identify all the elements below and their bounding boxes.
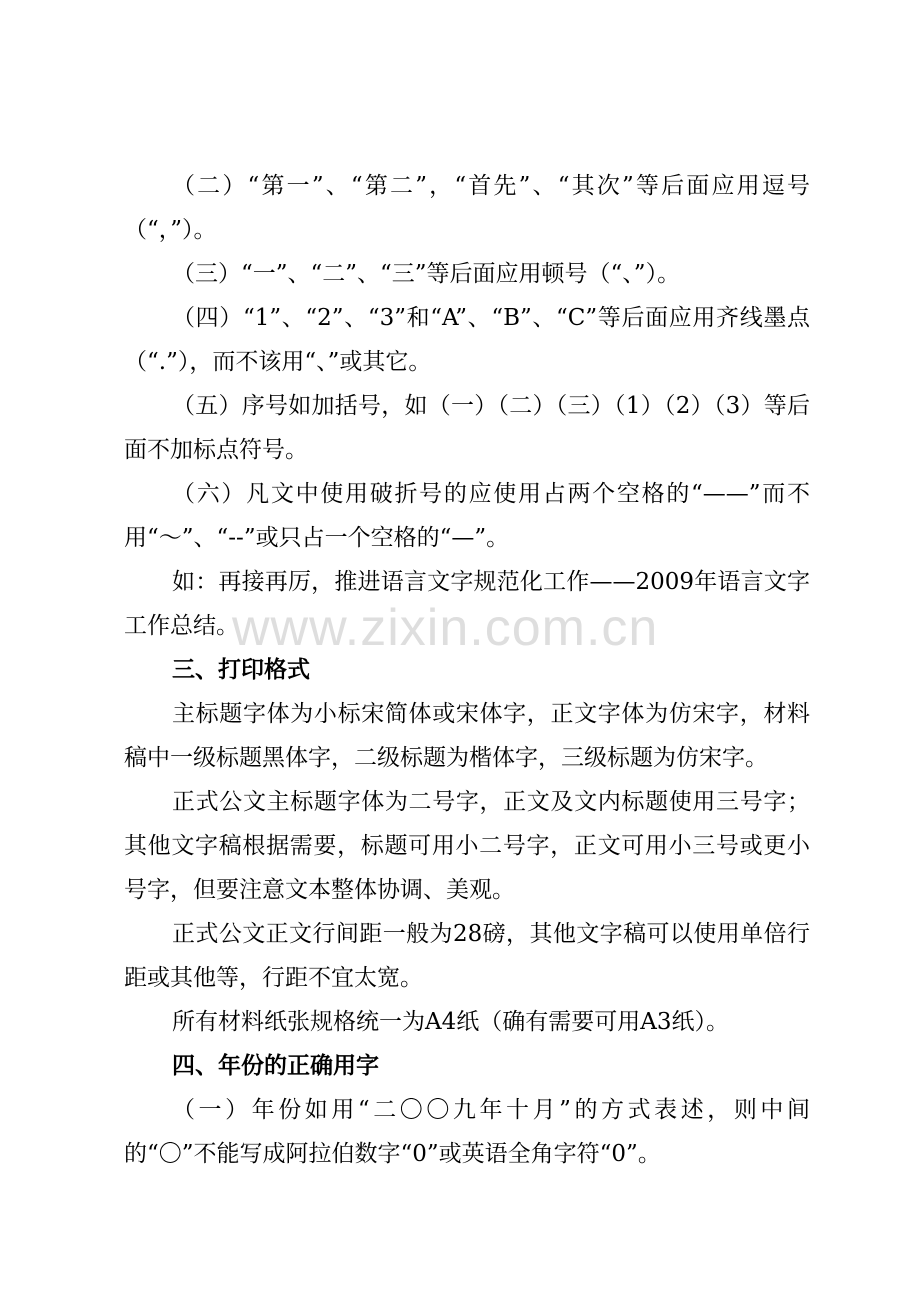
paragraph-punctuation-chinese-numerals: （三）“一”、“二”、“三”等后面应用顿号（“、”）。 (172, 261, 681, 287)
watermark-text: www.zixin.com.cn (232, 599, 659, 657)
paragraph-dash-example: 如：再接再厉，推进语言文字规范化工作——2009年语言文字工作总结。 (124, 569, 810, 639)
document-body (124, 164, 810, 1176)
paragraph-paper-size: 所有材料纸张规格统一为A4纸（确有需要可用A3纸）。 (172, 1009, 729, 1035)
paragraph-punctuation-arabic-letters: （四）“1”、“2”、“3”和“A”、“B”、“C”等后面应用齐线墨点（“.”），而不该用“、”或其它。 (124, 305, 810, 375)
paragraph-line-spacing: 正式公文正文行间距一般为28磅，其他文字稿可以使用单倍行距或其他等，行距不宜太宽。 (124, 921, 810, 991)
paragraph-font-sizes: 正式公文主标题字体为二号字，正文及文内标题使用三号字；其他文字稿根据需要，标题可用小二号字，正文可用小三号或更小号字，但要注意文本整体协调、美观。 (124, 789, 810, 903)
section-heading-year-characters: 四、年份的正确用字 (172, 1053, 379, 1079)
paragraph-dash-usage: （六）凡文中使用破折号的应使用占两个空格的“——”而不用“～”、“--”或只占一个空格的“—”。 (124, 481, 810, 551)
paragraph-year-format: （一）年份如用“二〇〇九年十月”的方式表述，则中间的“〇”不能写成阿拉伯数字“0”或英语全角字符“0”。 (124, 1097, 810, 1167)
paragraph-punctuation-ordinal-words: （二）“第一”、“第二”，“首先”、“其次”等后面应用逗号（“，”）。 (124, 173, 810, 243)
paragraph-font-types: 主标题字体为小标宋简体或宋体字，正文字体为仿宋字，材料稿中一级标题黑体字，二级标题为楷体字，三级标题为仿宋字。 (124, 701, 810, 771)
paragraph-bracketed-numbers: （五）序号如加括号，如（一）（二）（三）（1）（2）（3）等后面不加标点符号。 (124, 393, 810, 463)
section-heading-print-format: 三、打印格式 (172, 657, 310, 683)
